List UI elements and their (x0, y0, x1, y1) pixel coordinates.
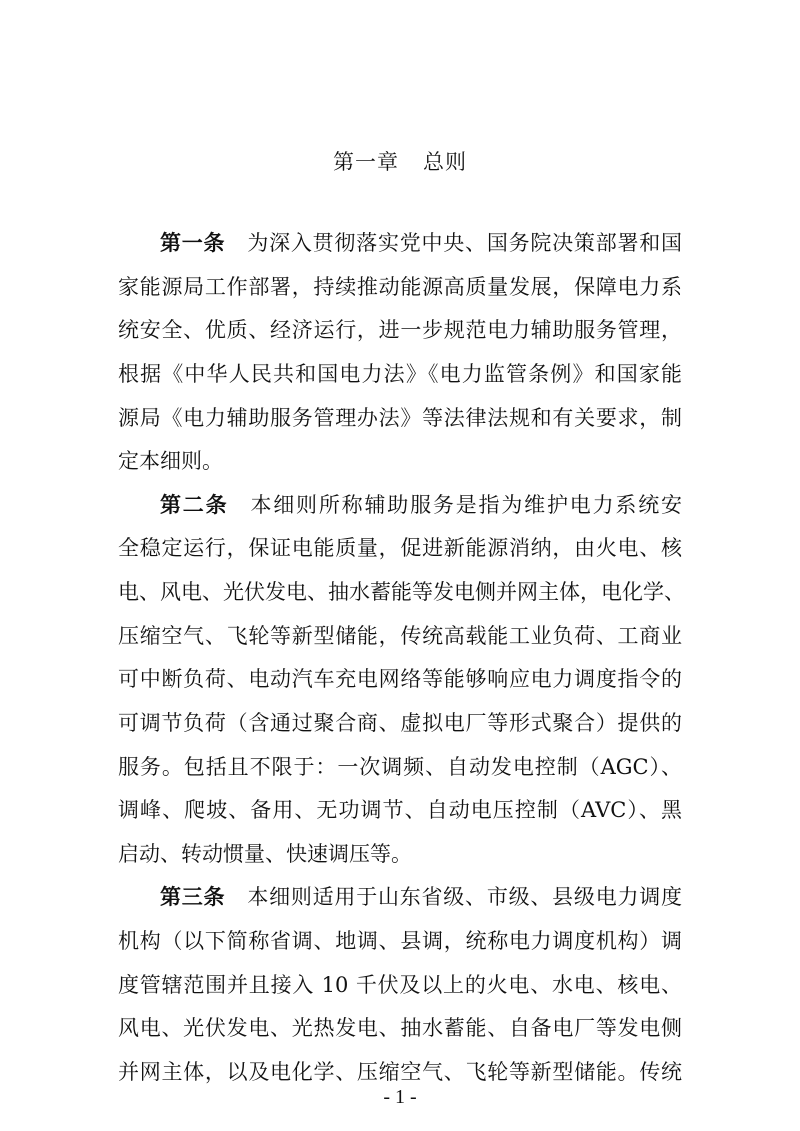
article-3-line-1: 第三条 本细则适用于山东省级、市级、县级电力调度 (160, 885, 683, 909)
article-2-line-2: 全稳定运行，保证电能质量，促进新能源消纳，由火电、核 (118, 536, 682, 560)
article-1-line-5: 源局《电力辅助服务管理办法》等法律法规和有关要求，制 (118, 406, 682, 430)
chapter-title (0, 146, 800, 176)
article-label: 第一条 (160, 231, 226, 255)
article-3-line-2: 机构（以下简称省调、地调、县调，统称电力调度机构）调 (118, 929, 682, 953)
article-1-line-3: 统安全、优质、经济运行，进一步规范电力辅助服务管理， (118, 318, 682, 342)
article-1-line-2: 家能源局工作部署，持续推动能源高质量发展，保障电力系 (118, 275, 682, 299)
article-2-line-3: 电、风电、光伏发电、抽水蓄能等发电侧并网主体，电化学、 (118, 580, 685, 604)
article-2-line-9: 启动、转动惯量、快速调压等。 (118, 842, 412, 866)
article-label: 第三条 (160, 885, 226, 909)
article-2-line-5: 可中断负荷、电动汽车充电网络等能够响应电力调度指令的 (118, 667, 682, 691)
article-1-line-6: 定本细则。 (118, 449, 223, 473)
article-3-line-3: 度管辖范围并且接入 10 千伏及以上的火电、水电、核电、 (118, 973, 682, 997)
article-2-line-8: 调峰、爬坡、备用、无功调节、自动电压控制（AVC）、黑 (118, 798, 682, 822)
chapter-name: 总则 (423, 150, 467, 174)
article-2-line-4: 压缩空气、飞轮等新型储能，传统高载能工业负荷、工商业 (118, 624, 682, 648)
article-2-line-6: 可调节负荷（含通过聚合商、虚拟电厂等形式聚合）提供的 (118, 711, 682, 735)
article-3-line-4: 风电、光伏发电、光热发电、抽水蓄能、自备电厂等发电侧 (118, 1016, 682, 1040)
article-1-line-1: 第一条 为深入贯彻落实党中央、国务院决策部署和国 (160, 231, 683, 255)
article-3-line-5: 并网主体，以及电化学、压缩空气、飞轮等新型储能。传统 (118, 1060, 682, 1084)
chapter-number: 第一章 (333, 150, 399, 174)
article-label: 第二条 (160, 493, 229, 517)
article-2-line-1: 第二条 本细则所称辅助服务是指为维护电力系统安 (160, 493, 683, 517)
article-2-line-7: 服务。包括且不限于：一次调频、自动发电控制（AGC）、 (118, 755, 682, 779)
page-number: - 1 - (383, 1086, 417, 1108)
article-1-line-4: 根据《中华人民共和国电力法》《电力监管条例》和国家能 (118, 362, 682, 386)
